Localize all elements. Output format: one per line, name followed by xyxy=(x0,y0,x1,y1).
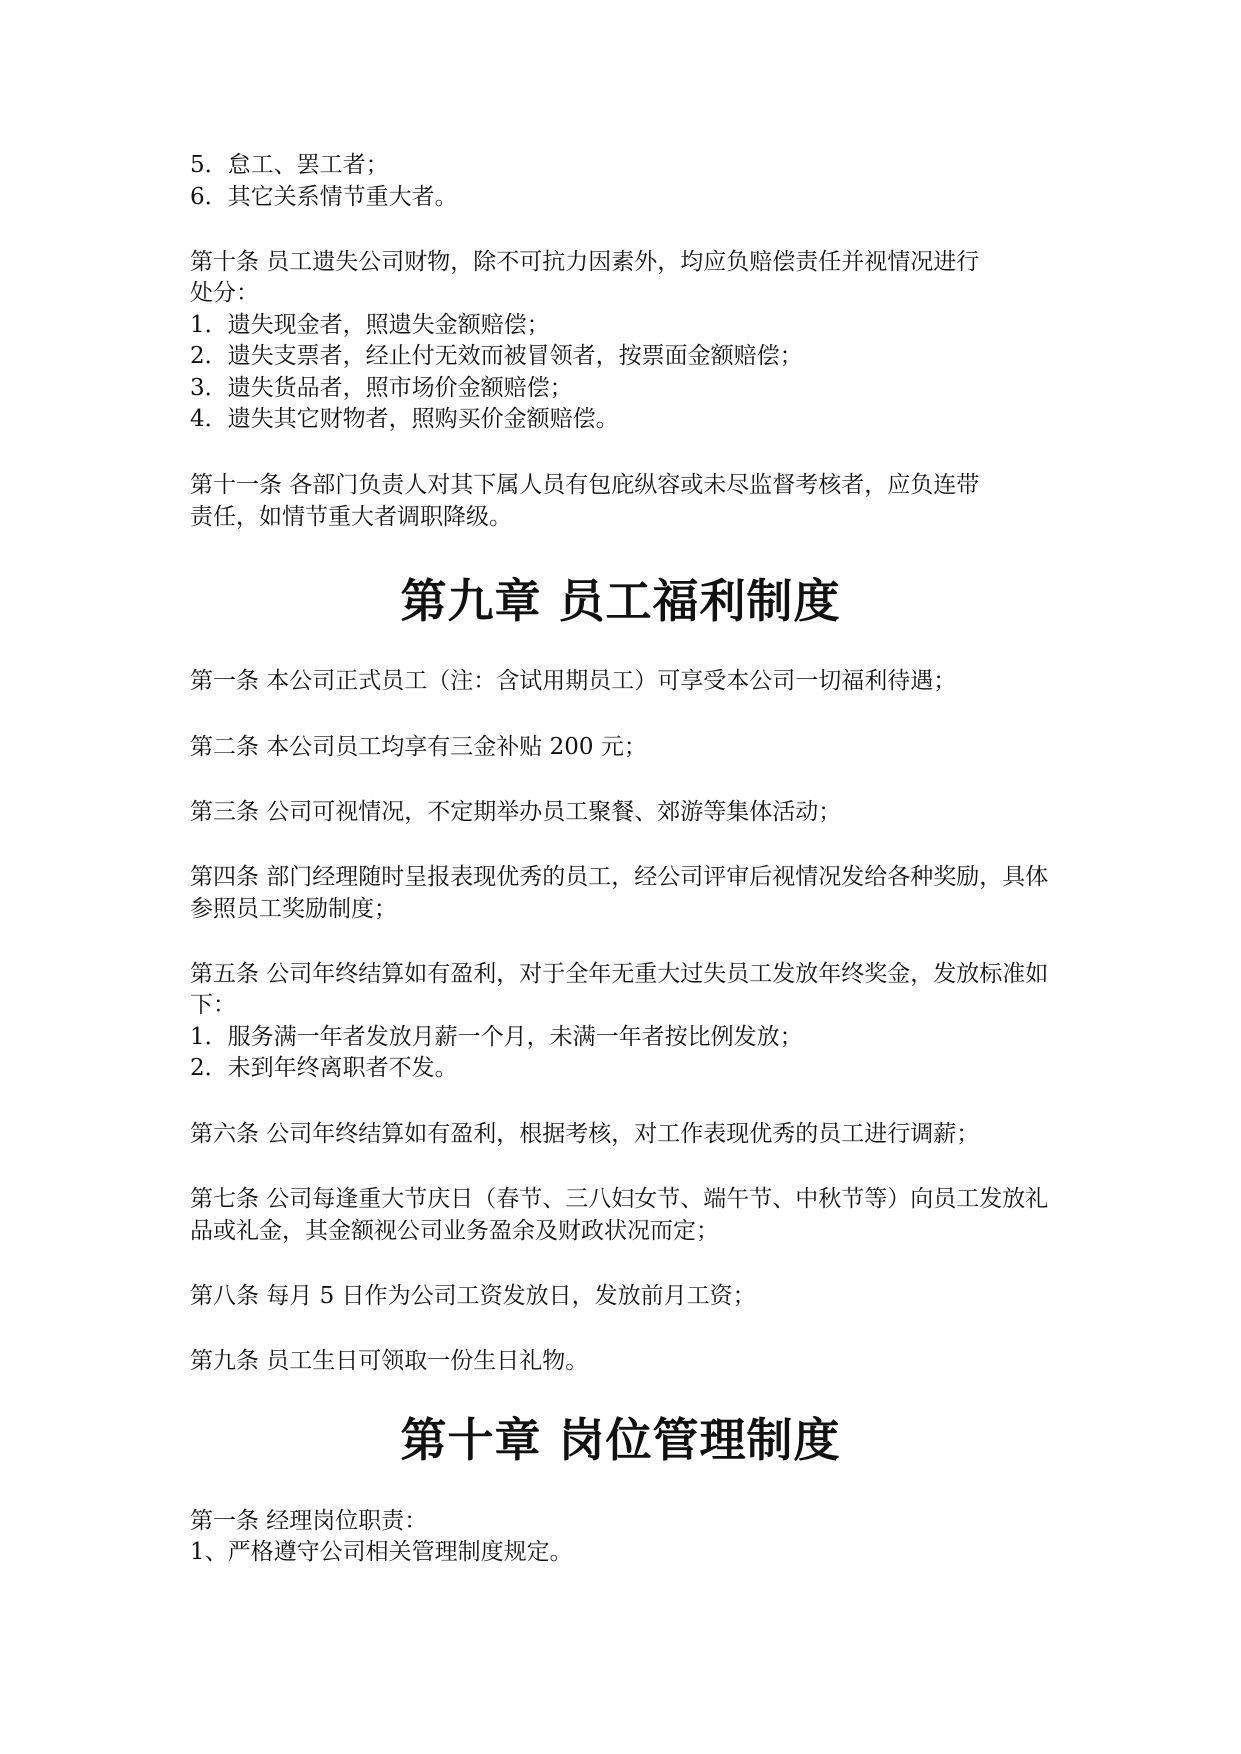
list-item: 2．未到年终离职者不发。 xyxy=(190,1055,458,1081)
article-11-line-1: 第十一条 各部门负责人对其下属人员有包庇纵容或未尽监督考核者，应负连带 xyxy=(190,472,980,498)
list-item: 3．遗失货品者，照市场价金额赔偿； xyxy=(190,375,573,401)
article-10-line-1: 第十条 员工遗失公司财物，除不可抗力因素外，均应负赔偿责任并视情况进行 xyxy=(190,249,980,275)
chapter-9-heading: 第九章 员工福利制度 xyxy=(400,574,841,628)
list-item: 6．其它关系情节重大者。 xyxy=(190,184,458,210)
chapter-9-article-1: 第一条 本公司正式员工（注：含试用期员工）可享受本公司一切福利待遇； xyxy=(190,668,957,694)
chapter-9-article-6: 第六条 公司年终结算如有盈利，根据考核，对工作表现优秀的员工进行调薪； xyxy=(190,1121,980,1147)
list-item: 5．怠工、罢工者； xyxy=(190,152,389,178)
article-10-line-2: 处分： xyxy=(190,280,259,306)
chapter-9-article-8: 第八条 每月 5 日作为公司工资发放日，发放前月工资； xyxy=(190,1283,756,1309)
list-item: 1．遗失现金者，照遗失金额赔偿； xyxy=(190,312,550,338)
list-item: 1．服务满一年者发放月薪一个月，未满一年者按比例发放； xyxy=(190,1024,803,1050)
article-11-line-2: 责任，如情节重大者调职降级。 xyxy=(190,504,512,530)
chapter-9-article-5-line-2: 下： xyxy=(190,992,236,1018)
list-item: 1、严格遵守公司相关管理制度规定。 xyxy=(190,1539,573,1565)
chapter-9-article-7-line-2: 品或礼金，其金额视公司业务盈余及财政状况而定； xyxy=(190,1218,719,1244)
chapter-9-article-3: 第三条 公司可视情况，不定期举办员工聚餐、郊游等集体活动； xyxy=(190,799,842,825)
chapter-10-heading: 第十章 岗位管理制度 xyxy=(400,1413,841,1467)
list-item: 4．遗失其它财物者，照购买价金额赔偿。 xyxy=(190,406,619,432)
chapter-9-article-2: 第二条 本公司员工均享有三金补贴 200 元； xyxy=(190,734,647,760)
chapter-9-article-9: 第九条 员工生日可领取一份生日礼物。 xyxy=(190,1348,589,1374)
list-item: 2．遗失支票者，经止付无效而被冒领者，按票面金额赔偿； xyxy=(190,343,803,369)
chapter-9-article-4-line-2: 参照员工奖励制度； xyxy=(190,896,397,922)
chapter-9-article-4-line-1: 第四条 部门经理随时呈报表现优秀的员工，经公司评审后视情况发给各种奖励，具体 xyxy=(190,864,1049,890)
chapter-9-article-5-line-1: 第五条 公司年终结算如有盈利，对于全年无重大过失员工发放年终奖金，发放标准如 xyxy=(190,961,1049,987)
chapter-10-article-1: 第一条 经理岗位职责： xyxy=(190,1508,428,1534)
chapter-9-article-7-line-1: 第七条 公司每逢重大节庆日（春节、三八妇女节、端午节、中秋节等）向员工发放礼 xyxy=(190,1186,1049,1212)
